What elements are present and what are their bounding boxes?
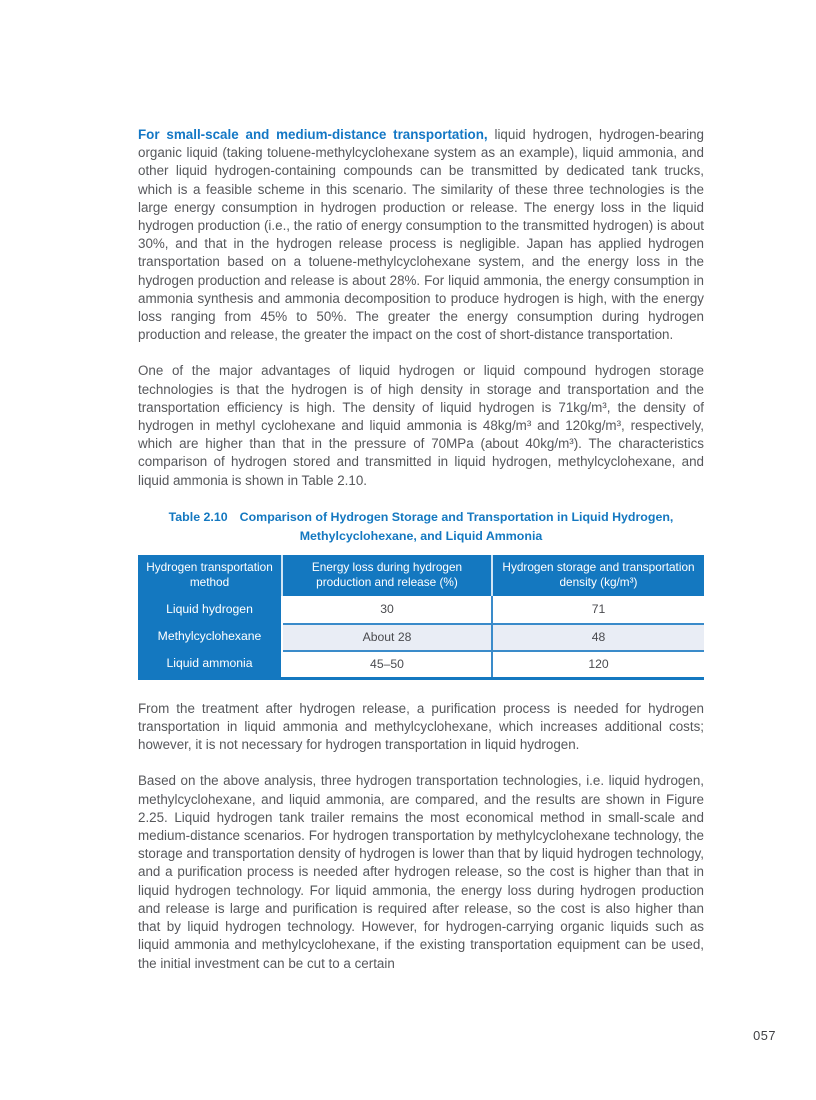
table-row-liquid-ammonia (138, 650, 704, 677)
table-row-liquid-hydrogen (138, 596, 704, 623)
table-header-method: Hydrogen transportation method (138, 555, 283, 596)
paragraph-lead-in: For small-scale and medium-distance transportation, (138, 127, 488, 142)
table-row-methylcyclohexane (138, 623, 704, 650)
table-header-density: Hydrogen storage and transportation density (kg/m³) (493, 555, 704, 596)
table-caption-label: Table 2.10 (168, 509, 228, 524)
table-cell-density: 71 (591, 602, 606, 617)
table-cell-method: Liquid hydrogen (138, 596, 283, 623)
page-number: 057 (753, 1028, 776, 1043)
paragraph-purification: From the treatment after hydrogen release, a purification process is needed for hydrogen transportation in liquid ammonia and methylcyclohexane, which increases additional costs; however, it is not necessary for hydrogen transportation in liquid hydrogen. (138, 700, 704, 753)
table-cell-density: 120 (493, 650, 704, 677)
table-header-row (138, 555, 704, 596)
table-caption-title: Comparison of Hydrogen Storage and Transportation in Liquid Hydrogen, (239, 509, 674, 524)
table-body (138, 596, 704, 677)
comparison-table (138, 555, 704, 680)
table-caption (138, 508, 704, 546)
table-header-energy-loss: Energy loss during hydrogen production and release (%) (283, 555, 493, 596)
table-cell-method: Methylcyclohexane (138, 623, 283, 650)
table-caption-line1 (138, 508, 704, 527)
table-caption-line2: Methylcyclohexane, and Liquid Ammonia (299, 528, 543, 543)
table-cell-method: Liquid ammonia (138, 650, 283, 677)
paragraph-advantages: One of the major advantages of liquid hydrogen or liquid compound hydrogen storage technologies is that the hydrogen is of high density in storage and transportation and the transportation efficiency is high. The density of liquid hydrogen is 71kg/m³, the density of hydrogen in methyl cyclohexane and liquid ammonia is 48kg/m³ and 120kg/m³, respectively, which are higher than that in the pressure of 70MPa (about 40kg/m³). The characteristics comparison of hydrogen stored and transmitted in liquid hydrogen, methylcyclohexane, and liquid ammonia is shown in Table 2.10. (138, 363, 704, 488)
table-cell-energy-loss: 30 (283, 596, 493, 623)
page-content (138, 126, 704, 991)
table-cell-energy-loss: 45–50 (283, 650, 493, 677)
paragraph-intro (138, 126, 704, 344)
table-cell-energy-loss: About 28 (283, 623, 493, 650)
table-cell-density: 48 (493, 623, 704, 650)
paragraph-analysis: Based on the above analysis, three hydrogen transportation technologies, i.e. liquid hydrogen, methylcyclohexane, and liquid ammonia, are compared, and the results are shown in Figure 2.25. Liquid hydrogen tank trailer remains the most economical method in small-scale and medium-distance scenarios. For hydrogen transportation by methylcyclohexane technology, the storage and transportation density of hydrogen is lower than that by liquid hydrogen technology, and a purification process is needed after hydrogen release, so the cost is higher than that in liquid hydrogen technology. For liquid ammonia, the energy loss during hydrogen production and release is large and purification is required after release, so the cost is also higher than that by liquid hydrogen technology. However, for hydrogen-carrying organic liquids such as liquid ammonia and methylcyclohexane, if the existing transportation equipment can be used, the initial investment can be cut to a certain (138, 773, 704, 971)
paragraph-intro-text: liquid hydrogen, hydrogen-bearing organic liquid (taking toluene-methylcyclohexane system as an example), liquid ammonia, and other liquid hydrogen-containing compounds can be transmitted by dedicated tank trucks, which is a feasible scheme in this scenario. The similarity of these three technologies is the large energy consumption in hydrogen production or release. The energy loss in the liquid hydrogen production (i.e., the ratio of energy consumption to the transmitted hydrogen) is about 30%, and that in the hydrogen release process is negligible. Japan has applied hydrogen transportation based on a toluene-methylcyclohexane system, and the energy loss in the hydrogen production and release is about 28%. For liquid ammonia, the energy consumption in ammonia synthesis and ammonia decomposition to produce hydrogen is high, with the energy loss ranging from 45% to 50%. The greater the energy consumption during hydrogen production and release, the greater the impact on the cost of short-distance transportation. (138, 127, 704, 343)
